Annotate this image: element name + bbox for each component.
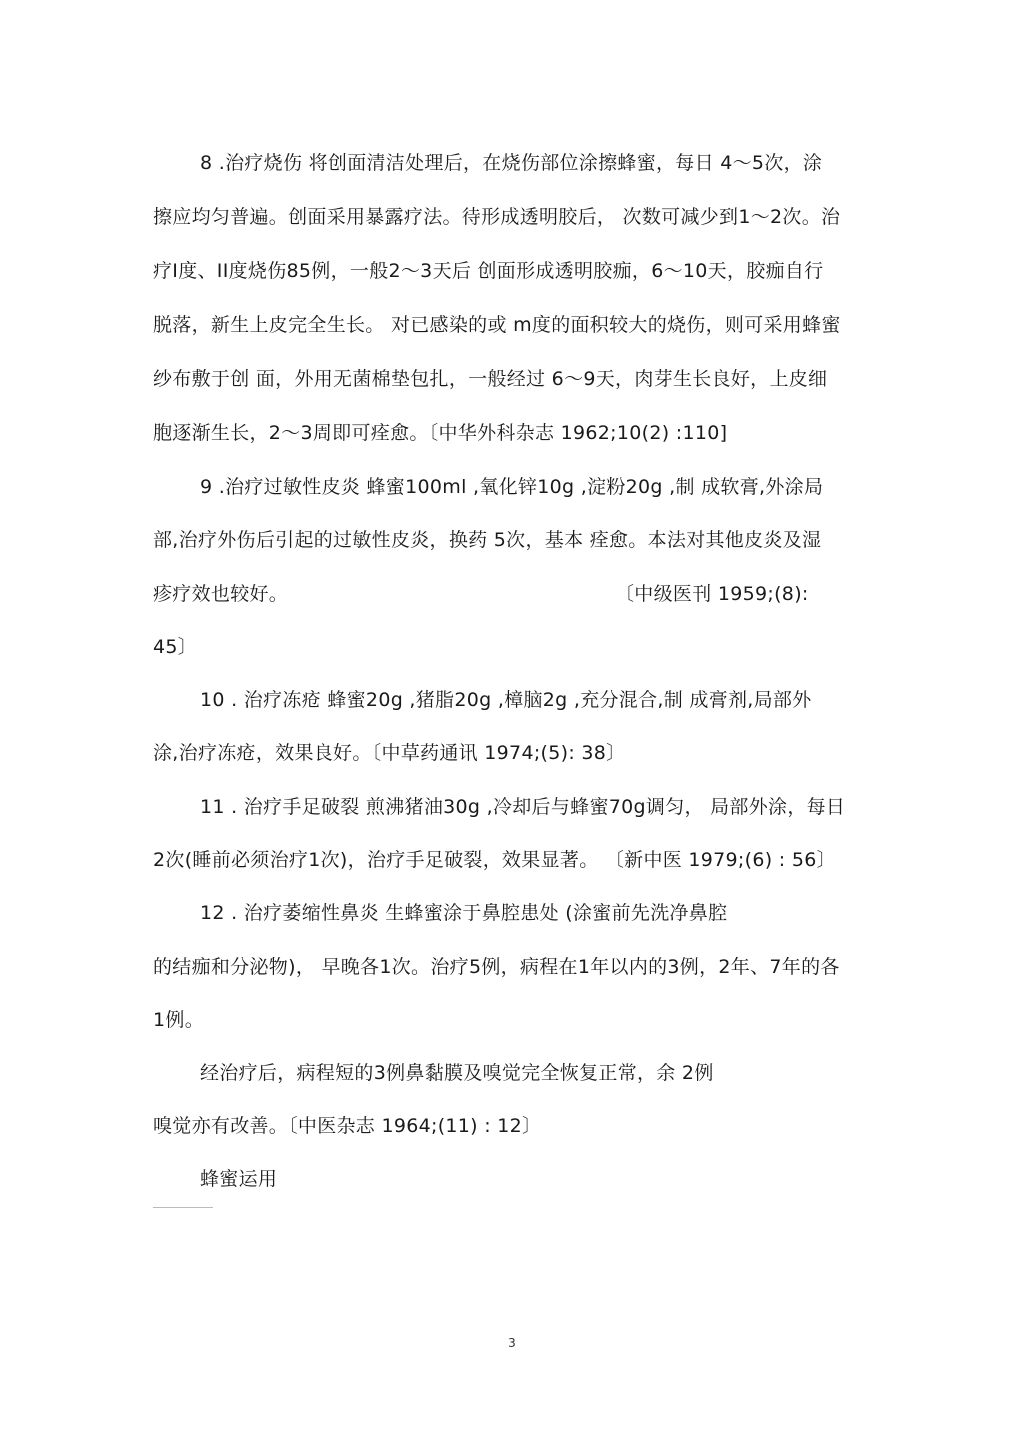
paragraph-9-line-3: 疹疗效也较好。 [153,583,289,605]
paragraph-11-line-2: 2次(睡前必须治疗1次)，治疗手足破裂，效果显著。 〔新中医 1979;(6) : 56〕 [153,849,836,871]
section-footer-label: 蜂蜜运用 [200,1168,278,1190]
paragraph-12-result-line-2: 嗅觉亦有改善。〔中医杂志 1964;(11) : 12〕 [153,1115,542,1137]
paragraph-12-line-3: 1例。 [153,1009,204,1031]
paragraph-9-citation: 〔中级医刊 1959;(8): [615,583,809,605]
footnote-divider [153,1207,213,1208]
paragraph-8-line-1: 8 .治疗烧伤 将创面清洁处理后，在烧伤部位涂擦蜂蜜，每日 4～5次，涂 [200,152,823,174]
paragraph-8-line-2: 擦应均匀普遍。创面采用暴露疗法。待形成透明胶后， 次数可减少到1～2次。治 [153,206,841,228]
paragraph-9-line-1: 9 .治疗过敏性皮炎 蜂蜜100ml ,氧化锌10g ,淀粉20g ,制 成软膏,外涂局 [200,476,824,498]
paragraph-8-line-6: 胞逐渐生长，2～3周即可痊愈。〔中华外科杂志 1962;10(2) :110] [153,422,728,444]
paragraph-9-citation-end: 45〕 [153,636,198,658]
paragraph-8-line-4: 脱落，新生上皮完全生长。 对已感染的或 m度的面积较大的烧伤，则可采用蜂蜜 [153,314,841,336]
paragraph-12-line-2: 的结痂和分泌物)， 早晚各1次。治疗5例，病程在1年以内的3例，2年、7年的各 [153,956,840,978]
paragraph-12-line-1: 12 . 治疗萎缩性鼻炎 生蜂蜜涂于鼻腔患处 (涂蜜前先洗净鼻腔 [200,902,728,924]
paragraph-11-line-1: 11 . 治疗手足破裂 煎沸猪油30g ,冷却后与蜂蜜70g调匀， 局部外涂，每日 [200,796,846,818]
paragraph-9-line-2: 部,治疗外伤后引起的过敏性皮炎，换药 5次，基本 痊愈。本法对其他皮炎及湿 [153,529,822,551]
paragraph-12-result-line-1: 经治疗后，病程短的3例鼻黏膜及嗅觉完全恢复正常，余 2例 [200,1062,714,1084]
page-number: 3 [508,1336,516,1350]
paragraph-10-line-1: 10 . 治疗冻疮 蜂蜜20g ,猪脂20g ,樟脑2g ,充分混合,制 成膏剂,局部外 [200,689,812,711]
paragraph-8-line-3: 疗I度、II度烧伤85例，一般2～3天后 创面形成透明胶痂，6～10天，胶痂自行 [153,260,824,282]
paragraph-8-line-5: 纱布敷于创 面，外用无菌棉垫包扎，一般经过 6～9天，肉芽生长良好，上皮细 [153,368,828,390]
paragraph-10-line-2: 涂,治疗冻疮，效果良好。〔中草药通讯 1974;(5): 38〕 [153,742,626,764]
